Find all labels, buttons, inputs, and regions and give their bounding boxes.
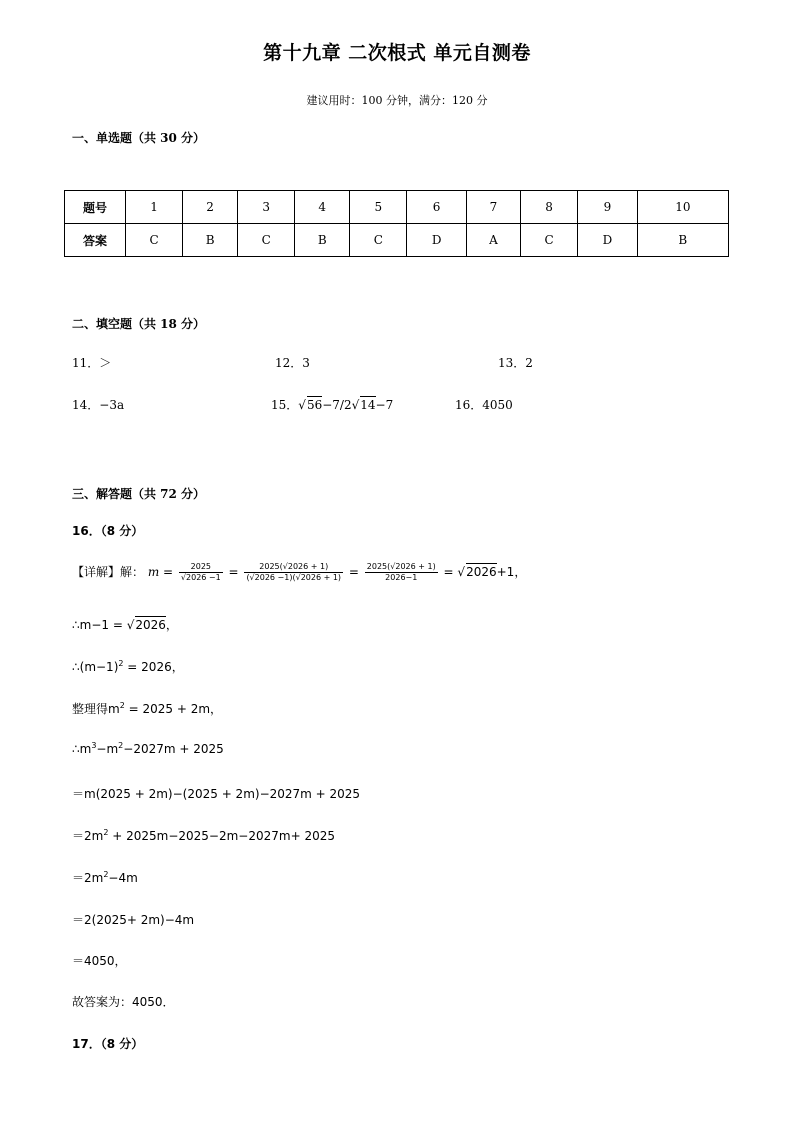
- question-17-heading: 17．（8 分）: [72, 1037, 144, 1051]
- line-7-exponent: 2: [103, 828, 109, 837]
- line-2-text: ∴m−1 =: [72, 618, 127, 632]
- blank-15-suffix: −7: [375, 398, 394, 412]
- answer-table-answer-row: [65, 224, 729, 257]
- detail-label: 【详解】解：: [72, 565, 145, 579]
- table-cell-answer: B: [637, 224, 728, 257]
- solution-16-line-10: ＝4050，: [72, 954, 127, 968]
- result-suffix: +1，: [496, 565, 527, 579]
- blank-answer-15: 15．√56−7/2√14−7: [271, 398, 394, 412]
- fraction-1: [179, 562, 223, 583]
- fraction-2-denominator: (√2026 −1)(√2026 + 1): [246, 573, 342, 582]
- blank-answer-11: 11．＞: [72, 356, 112, 370]
- line-5-b: −m: [96, 742, 119, 756]
- table-answer-label: 答案: [65, 224, 126, 257]
- line-5-a: ∴m: [72, 742, 92, 756]
- table-cell-answer: A: [466, 224, 520, 257]
- section-heading-fill-blank: 二、填空题（共 18 分）: [72, 317, 206, 331]
- table-cell-number: 8: [521, 191, 578, 224]
- blank-answer-13: 13．2: [498, 356, 533, 370]
- table-cell-answer: B: [183, 224, 238, 257]
- solution-16-line-3: [72, 658, 184, 675]
- table-cell-number: 2: [183, 191, 238, 224]
- table-cell-number: 4: [295, 191, 350, 224]
- table-cell-answer: C: [350, 224, 407, 257]
- table-cell-answer: C: [238, 224, 295, 257]
- section-heading-single-choice: 一、单选题（共 30 分）: [72, 131, 206, 145]
- equals-sign: =: [228, 565, 239, 579]
- table-cell-number: 10: [637, 191, 728, 224]
- fraction-1-numerator: 2025: [179, 562, 223, 573]
- line-3-exponent: 2: [118, 659, 124, 668]
- blank-15-root-1: 56: [306, 398, 323, 412]
- line-8-a: ＝2m: [72, 871, 104, 885]
- table-cell-number: 6: [407, 191, 467, 224]
- blank-answer-16: 16．4050: [455, 398, 513, 412]
- blank-15-root-2: 14: [360, 398, 376, 412]
- line-8-b: −4m: [108, 871, 138, 885]
- question-16-heading: 16．（8 分）: [72, 524, 144, 538]
- blank-answer-12: 12．3: [275, 356, 310, 370]
- table-cell-answer: B: [295, 224, 350, 257]
- table-cell-answer: C: [126, 224, 183, 257]
- blank-15-prefix: 15．: [271, 398, 299, 412]
- line-5-exp-1: 3: [91, 741, 97, 750]
- result-prefix: =: [443, 565, 458, 579]
- answer-table-header-row: [65, 191, 729, 224]
- table-cell-number: 7: [466, 191, 520, 224]
- blank-answer-14: 14．−3a: [72, 398, 125, 412]
- solution-16-line-8: [72, 869, 138, 886]
- line-4-rest: = 2025 + 2m，: [124, 702, 223, 716]
- fraction-3: [365, 562, 438, 583]
- fraction-2-numerator: 2025(√2026 + 1): [244, 562, 343, 573]
- solution-16-line-2: ∴m−1 = √2026，: [72, 618, 178, 632]
- fraction-3-denominator: 2026−1: [385, 573, 418, 582]
- table-cell-number: 5: [350, 191, 407, 224]
- section-heading-solutions: 三、解答题（共 72 分）: [72, 487, 206, 501]
- line-7-a: ＝2m: [72, 829, 104, 843]
- line-4-exponent: 2: [119, 701, 125, 710]
- m-equals: m =: [147, 565, 174, 579]
- fraction-1-denominator: √2026 −1: [180, 573, 221, 582]
- line-2-suffix: ，: [165, 618, 178, 632]
- solution-16-line-6: ＝m(2025 + 2m)−(2025 + 2m)−2027m + 2025: [72, 787, 361, 801]
- solution-16-line-9: ＝2(2025+ 2m)−4m: [72, 913, 195, 927]
- line-4-text: 整理得m: [72, 702, 120, 716]
- line-7-b: + 2025m−2025−2m−2027m+ 2025: [108, 829, 335, 843]
- line-5-exp-2: 2: [118, 741, 124, 750]
- line-2-root: 2026: [135, 618, 166, 632]
- line-3-text: ∴(m−1): [72, 660, 119, 674]
- table-cell-answer: C: [521, 224, 578, 257]
- solution-16-line-7: [72, 827, 335, 844]
- page-title: 第十九章 二次根式 单元自测卷: [263, 42, 531, 64]
- table-cell-answer: D: [407, 224, 467, 257]
- table-cell-number: 3: [238, 191, 295, 224]
- solution-16-line-1: 【详解】解： m = $\frac{2025}{√2026 -1}$ = $\frac{2025(√2026 + 1)}{(√2026 -1)(√2026 + 1)}$ = $\frac{2025(√2026 + 1)}{2026-1}$ = √2026+1，: [72, 562, 527, 582]
- line-3-rest: = 2026，: [123, 660, 184, 674]
- table-cell-answer: D: [578, 224, 638, 257]
- solution-16-line-4: [72, 700, 222, 717]
- table-cell-number: 1: [126, 191, 183, 224]
- solution-16-line-5: [72, 741, 224, 756]
- equals-sign: =: [348, 565, 359, 579]
- blank-15-mid: −7/2: [322, 398, 352, 412]
- solution-16-conclusion: 故答案为：4050．: [72, 995, 175, 1009]
- result-root: 2026: [466, 565, 497, 579]
- fraction-3-numerator: 2025(√2026 + 1): [366, 562, 436, 571]
- line-5-c: −2027m + 2025: [123, 742, 224, 756]
- fraction-2: [244, 562, 343, 583]
- line-8-exponent: 2: [103, 870, 109, 879]
- table-header-label: 题号: [65, 191, 126, 224]
- answer-table: [64, 190, 729, 257]
- table-cell-number: 9: [578, 191, 638, 224]
- page-subtitle: 建议用时：100 分钟，满分：120 分: [306, 94, 488, 107]
